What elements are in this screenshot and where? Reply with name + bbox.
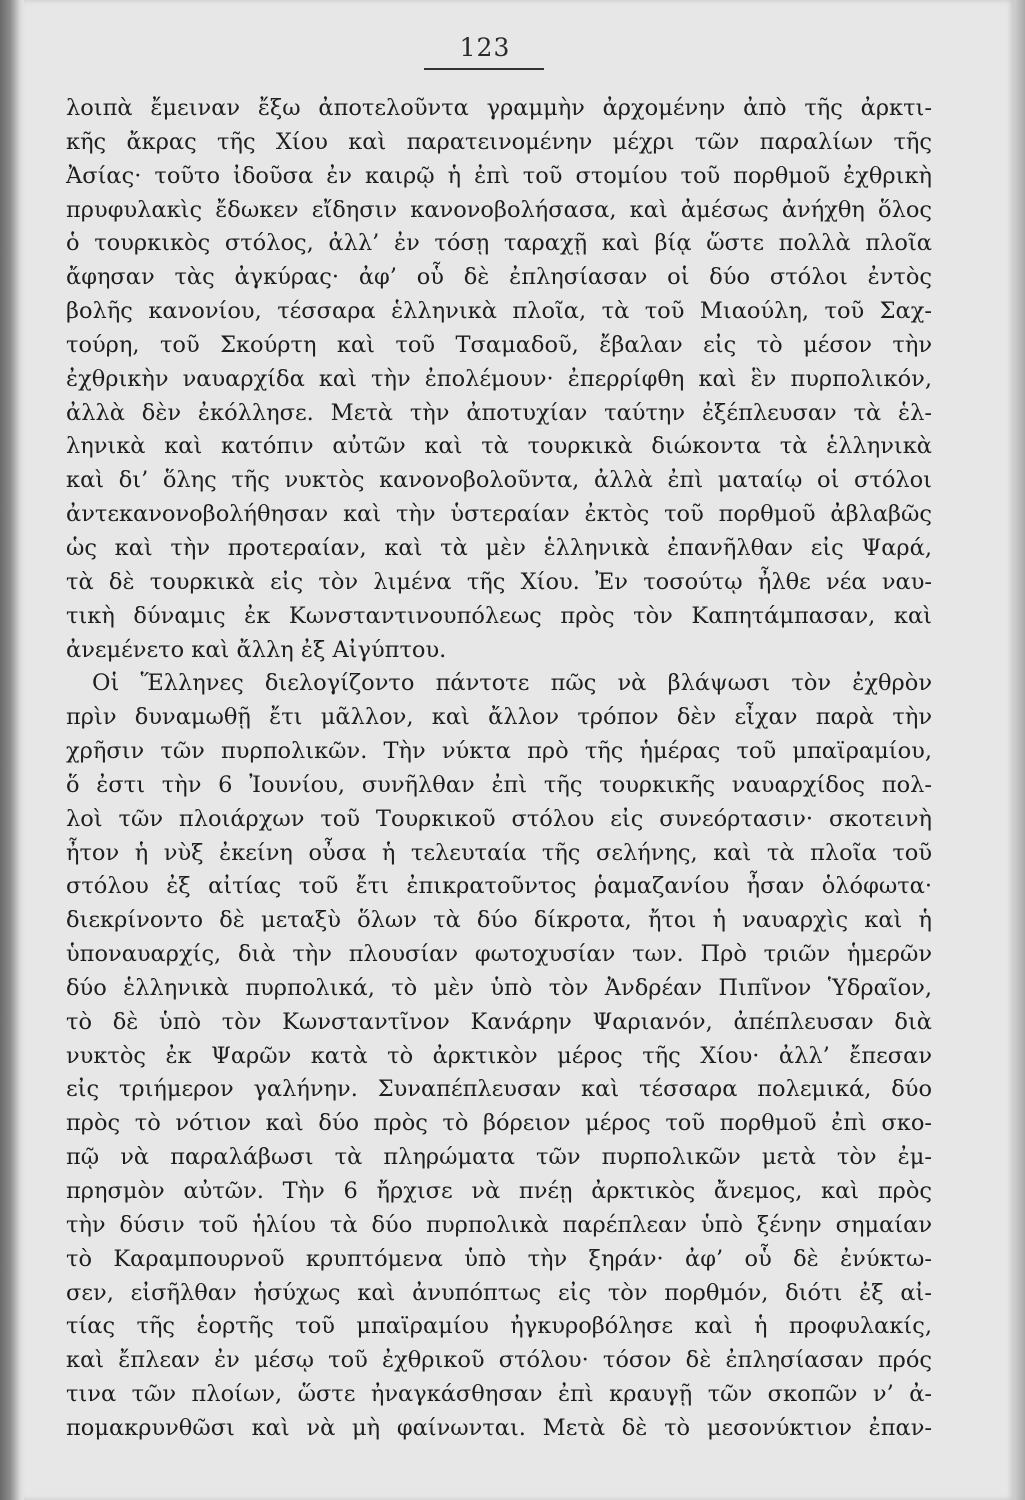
page-edge — [1014, 0, 1025, 1500]
text-line: ὁ τουρκικὸς στόλος, ἀλλ’ ἐν τόσῃ ταραχῇ καὶ βίᾳ ὥστε πολλὰ πλοῖα — [66, 230, 932, 257]
text-line: Ἀσίας· τοῦτο ἰδοῦσα ἐν καιρῷ ἡ ἐπὶ τοῦ στομίου τοῦ πορθμοῦ ἐχθρικὴ — [66, 162, 932, 189]
page-number: 123 — [459, 33, 511, 62]
text-line: καὶ ἔπλεαν ἐν μέσῳ τοῦ ἐχθρικοῦ στόλου· τόσον δὲ ἐπλησίασαν πρός — [66, 1347, 932, 1374]
text-line: ἐχθρικὴν ναυαρχίδα καὶ τὴν ἐπολέμουν· ἐπερρίφθη καὶ ἓν πυρπολικόν, — [66, 365, 932, 392]
text-line: νυκτὸς ἐκ Ψαρῶν κατὰ τὸ ἀρκτικὸν μέρος τῆς Χίου· ἀλλ’ ἔπεσαν — [66, 1042, 932, 1069]
text-line: πῷ νὰ παραλάβωσι τὰ πληρώματα τῶν πυρπολικῶν μετὰ τὸν ἐμ- — [66, 1144, 932, 1171]
text-line: τούρη, τοῦ Σκούρτη καὶ τοῦ Τσαμαδοῦ, ἔβαλαν εἰς τὸ μέσον τὴν — [66, 331, 932, 358]
text-line: κῆς ἄκρας τῆς Χίου καὶ παρατεινομένην μέχρι τῶν παραλίων τῆς — [66, 128, 932, 155]
text-line: ἀντεκανονοβολήθησαν καὶ τὴν ὑστεραίαν ἐκτὸς τοῦ πορθμοῦ ἀβλαβῶς — [66, 501, 932, 528]
text-line: εἰς τριήμερον γαλήνην. Συναπέπλευσαν καὶ τέσσαρα πολεμικά, δύο — [66, 1076, 932, 1103]
text-line: τὸ Καραμπουρνοῦ κρυπτόμενα ὑπὸ τὴν ξηράν· ἀφ’ οὗ δὲ ἐνύκτω- — [66, 1245, 932, 1272]
text-line: ἄφησαν τὰς ἀγκύρας· ἀφ’ οὗ δὲ ἐπλησίασαν οἱ δύο στόλοι ἐντὸς — [66, 264, 932, 291]
text-line: στόλου ἐξ αἰτίας τοῦ ἔτι ἐπικρατοῦντος ῥαμαζανίου ἦσαν ὁλόφωτα· — [66, 873, 932, 900]
text-line: ὑποναυαρχίς, διὰ τὴν πλουσίαν φωτοχυσίαν των. Πρὸ τριῶν ἡμερῶν — [66, 941, 932, 968]
text-line: τὰ δὲ τουρκικὰ εἰς τὸν λιμένα τῆς Χίου. Ἐν τοσούτῳ ἦλθε νέα ναυ- — [66, 568, 932, 595]
text-line: δύο ἑλληνικὰ πυρπολικά, τὸ μὲν ὑπὸ τὸν Ἀνδρέαν Πιπῖνον Ὑδραῖον, — [66, 974, 932, 1001]
text-line: ἀνεμένετο καὶ ἄλλη ἐξ Αἰγύπτου. — [66, 636, 447, 663]
text-line: τικὴ δύναμις ἐκ Κωνσταντινουπόλεως πρὸς τὸν Καπητάμπασαν, καὶ — [66, 602, 932, 629]
text-line: σεν, εἰσῆλθαν ἡσύχως καὶ ἀνυπόπτως εἰς τὸν πορθμόν, διότι ἐξ αἰ- — [66, 1279, 932, 1306]
text-line: βολῆς κανονίου, τέσσαρα ἑλληνικὰ πλοῖα, τὰ τοῦ Μιαούλη, τοῦ Σαχ- — [66, 298, 932, 325]
text-line: πρὶν δυναμωθῇ ἔτι μᾶλλον, καὶ ἄλλον τρόπον δὲν εἶχαν παρὰ τὴν — [66, 704, 932, 731]
text-line: πρὸς τὸ νότιον καὶ δύο πρὸς τὸ βόρειον μέρος τοῦ πορθμοῦ ἐπὶ σκο- — [66, 1110, 932, 1137]
text-line: ὡς καὶ τὴν προτεραίαν, καὶ τὰ μὲν ἑλληνικὰ ἐπανῆλθαν εἰς Ψαρά, — [66, 534, 932, 561]
text-line: διεκρίνοντο δὲ μεταξὺ ὅλων τὰ δύο δίκροτα, ἤτοι ἡ ναυαρχὶς καὶ ἡ — [66, 907, 932, 934]
text-line: καὶ δι’ ὅλης τῆς νυκτὸς κανονοβολοῦντα, ἀλλὰ ἐπὶ ματαίῳ οἱ στόλοι — [66, 467, 932, 494]
text-line: λοὶ τῶν πλοιάρχων τοῦ Τουρκικοῦ στόλου εἰς συνεόρτασιν· σκοτεινὴ — [66, 805, 932, 832]
text-line: πρησμὸν αὐτῶν. Τὴν 6 ἤρχισε νὰ πνέῃ ἀρκτικὸς ἄνεμος, καὶ πρὸς — [66, 1178, 932, 1204]
text-line: τὴν δύσιν τοῦ ἡλίου τὰ δύο πυρπολικὰ παρέπλεαν ὑπὸ ξένην σημαίαν — [66, 1211, 932, 1238]
text-line: ἀλλὰ δὲν ἐκόλλησε. Μετὰ τὴν ἀποτυχίαν ταύτην ἐξέπλευσαν τὰ ἑλ- — [66, 399, 932, 426]
text-line: τὸ δὲ ὑπὸ τὸν Κωνσταντῖνον Κανάρην Ψαριανόν, ἀπέπλευσαν διὰ — [66, 1008, 932, 1035]
text-line: πομακρυνθῶσι καὶ νὰ μὴ φαίνωνται. Μετὰ δὲ τὸ μεσονύκτιον ἐπαν- — [66, 1414, 932, 1441]
text-line: ἦτον ἡ νὺξ ἐκείνη οὖσα ἡ τελευταία τῆς σελήνης, καὶ τὰ πλοῖα τοῦ — [66, 839, 932, 866]
text-line: Οἱ Ἕλληνες διελογίζοντο πάντοτε πῶς νὰ βλάψωσι τὸν ἐχθρὸν — [92, 670, 932, 697]
page-number-rule — [424, 68, 544, 70]
book-gutter — [0, 0, 24, 1500]
text-line: ὅ ἐστι τὴν 6 Ἰουνίου, συνῆλθαν ἐπὶ τῆς τουρκικῆς ναυαρχίδος πολ- — [66, 771, 932, 798]
text-line: ληνικὰ καὶ κατόπιν αὐτῶν καὶ τὰ τουρκικὰ διώκοντα τὰ ἑλληνικὰ — [66, 433, 932, 460]
text-line: τινα τῶν πλοίων, ὥστε ἠναγκάσθησαν ἐπὶ κραυγῇ τῶν σκοπῶν ν’ ἀ- — [66, 1381, 932, 1408]
text-line: πρυφυλακὶς ἔδωκεν εἴδησιν κανονοβολήσασα, καὶ ἀμέσως ἀνήχθη ὅλος — [66, 196, 932, 223]
body-text — [66, 92, 932, 1446]
text-line: χρῆσιν τῶν πυρπολικῶν. Τὴν νύκτα πρὸ τῆς ἡμέρας τοῦ μπαϊραμίου, — [66, 738, 932, 765]
text-line: λοιπὰ ἔμειναν ἔξω ἀποτελοῦντα γραμμὴν ἀρχομένην ἀπὸ τῆς ἀρκτι- — [66, 95, 932, 121]
text-line: τίας τῆς ἑορτῆς τοῦ μπαϊραμίου ἠγκυροβόλησε καὶ ἡ προφυλακίς, — [66, 1313, 932, 1340]
